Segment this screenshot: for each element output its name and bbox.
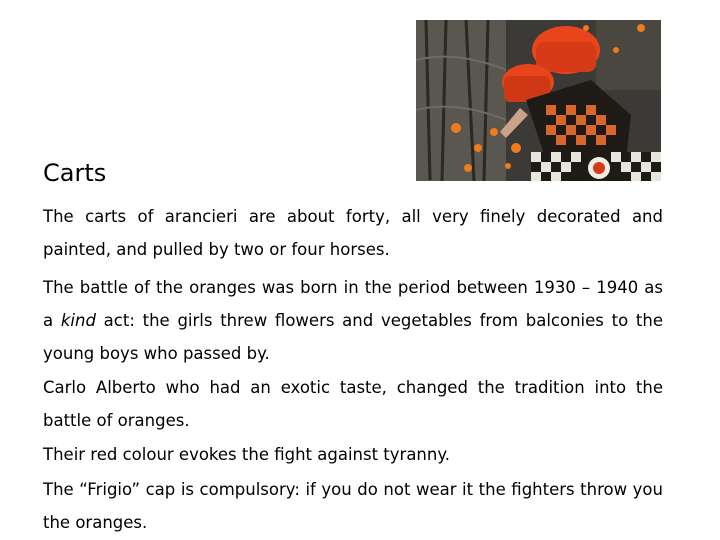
paragraph-red-colour: Their red colour evokes the fight against tyranny. — [43, 445, 451, 464]
battle-of-oranges-photo — [416, 20, 661, 181]
paragraph-frigio-cap: The “Frigio” cap is compulsory: if you do not wear it the fighters throw you the oranges. — [43, 480, 663, 532]
paragraph-battle-origin-part2: act: the girls threw flowers and vegetables from balconies to the young boys who passed by. — [43, 311, 664, 363]
paragraph-battle-origin — [43, 271, 663, 370]
paragraph-carts: The carts of arancieri are about forty, all very finely decorated and painted, and pulled by two or four horses. — [43, 207, 663, 259]
emphasis-kind: kind — [60, 311, 96, 330]
paragraph-battle-origin-part1: The battle of the oranges was born in the period between 1930 – 1940 as a — [43, 278, 663, 330]
section-heading: Carts — [43, 159, 107, 187]
paragraph-carlo-alberto: Carlo Alberto who had an exotic taste, changed the tradition into the battle of oranges. — [43, 378, 663, 430]
